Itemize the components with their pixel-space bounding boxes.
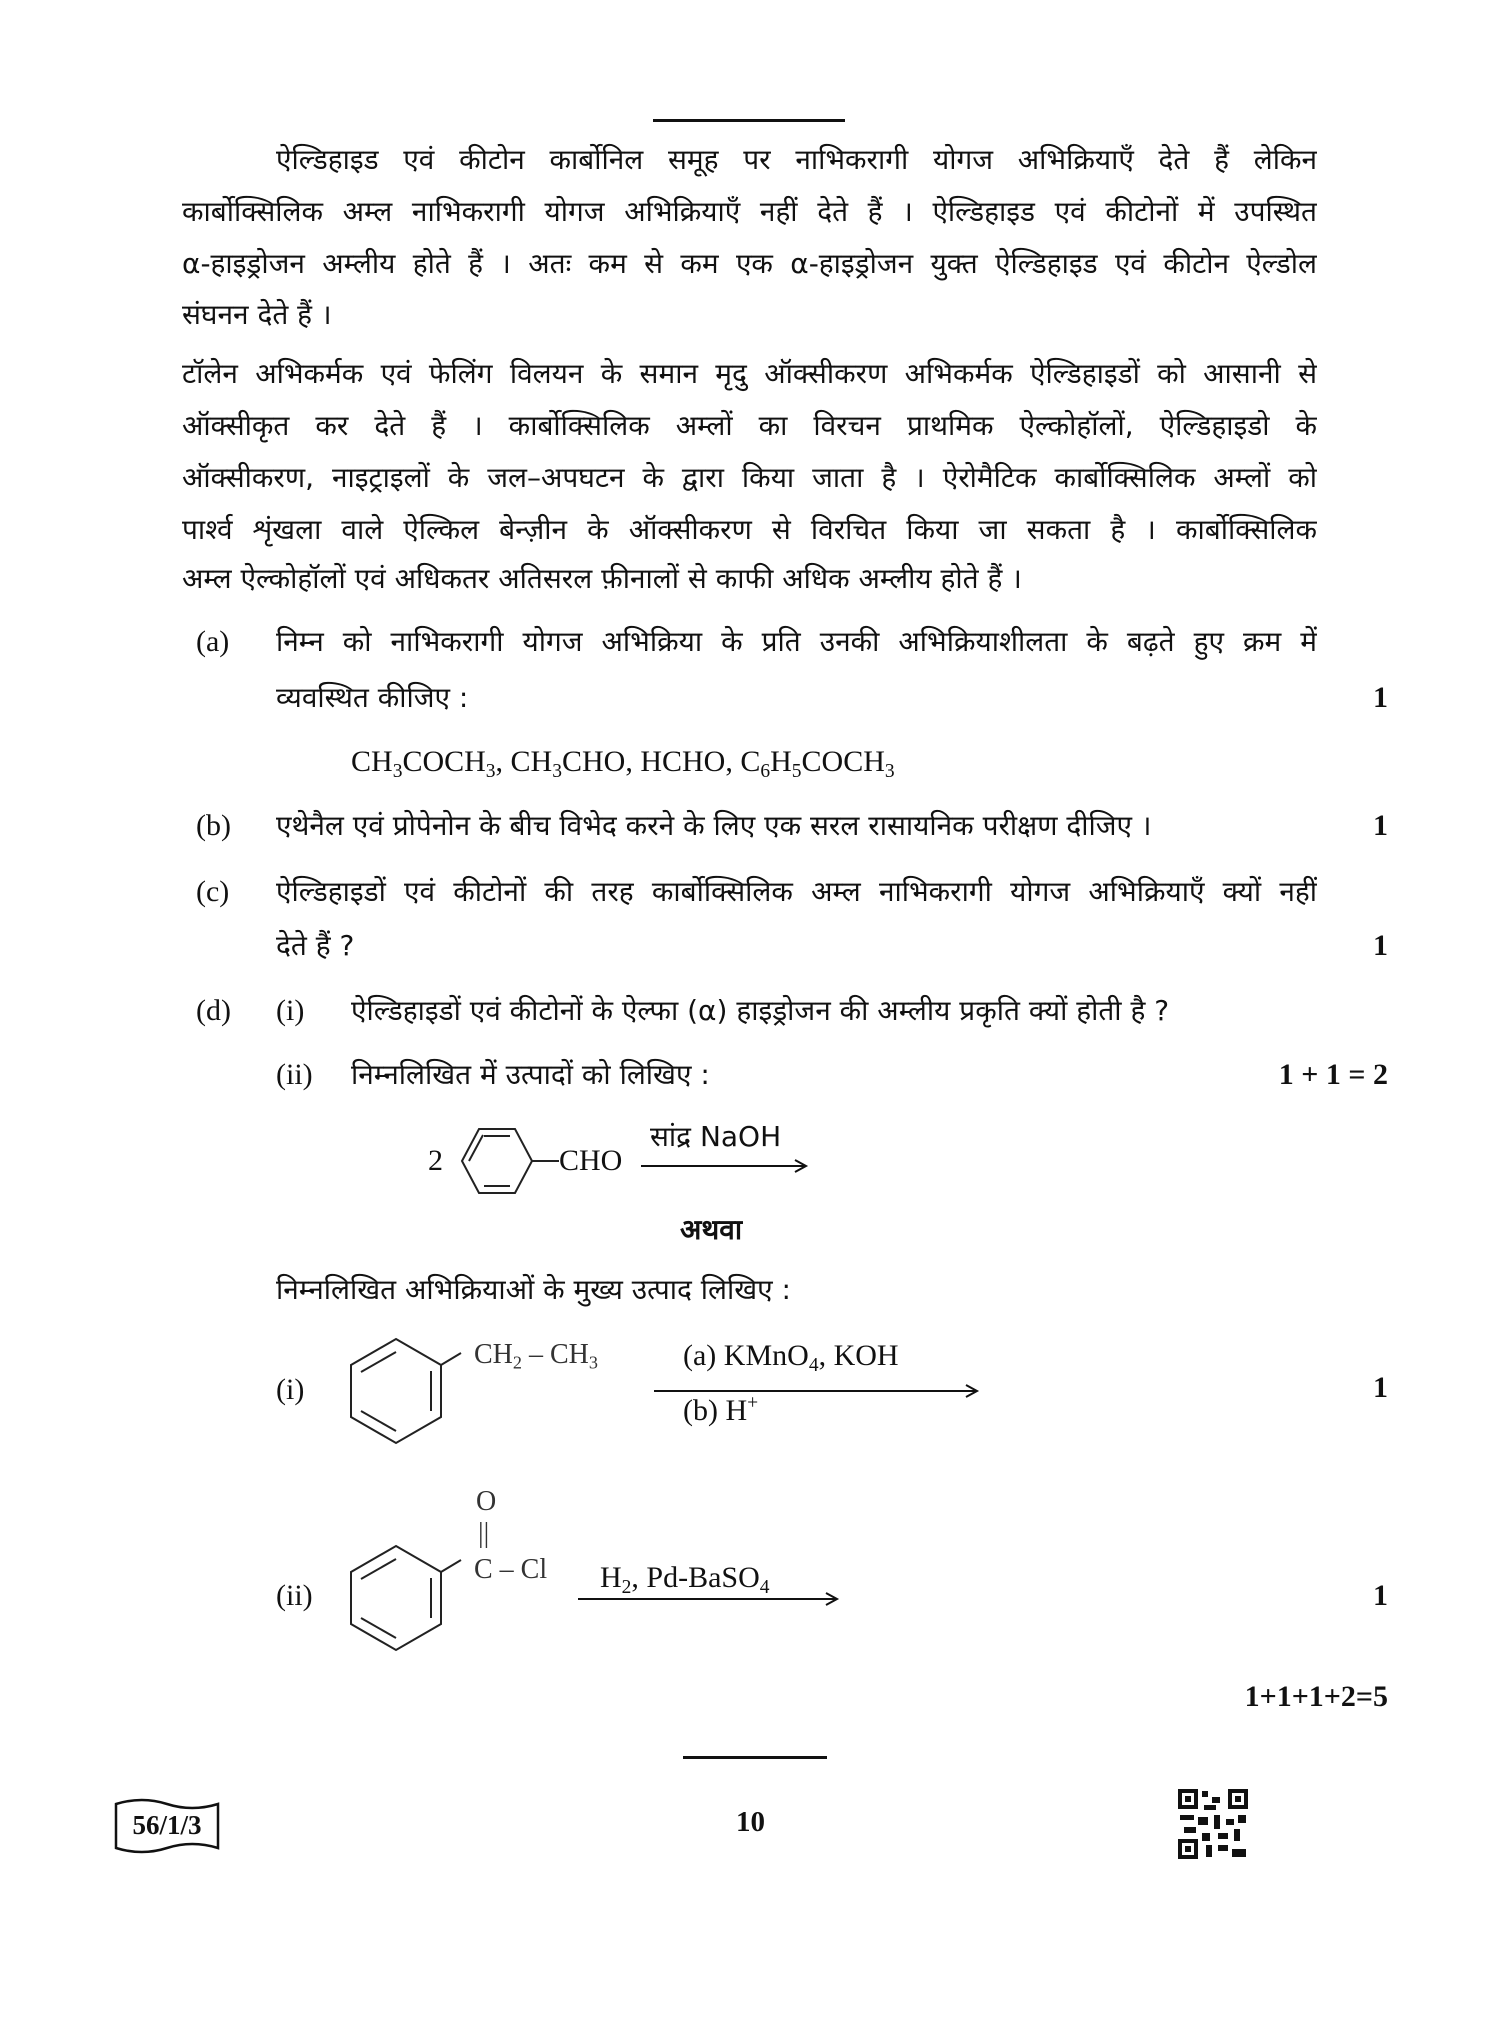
formula-sub: 3	[485, 760, 496, 782]
question-text: व्यवस्थित कीजिए :	[276, 681, 469, 714]
marks: 1	[1373, 681, 1388, 714]
formula-part: (a) KMnO	[683, 1339, 809, 1372]
alternative-intro: निम्नलिखित अभिक्रियाओं के मुख्य उत्पाद लिखिए :	[276, 1273, 791, 1306]
page-number: 10	[736, 1806, 765, 1838]
formula-sub: 2	[621, 1576, 632, 1598]
question-text: देते हैं ?	[276, 929, 355, 962]
reagent-label: सांद्र NaOH	[650, 1120, 782, 1153]
paper-code-badge	[114, 1796, 220, 1854]
formula-part: (b) H	[683, 1394, 748, 1427]
question-text: निम्न को नाभिकरागी योगज अभिक्रिया के प्रति उनकी अभिक्रियाशीलता के बढ़ते हुए क्रम में	[276, 625, 1317, 658]
para2-line: ऑक्सीकरण, नाइट्राइलों के जल–अपघटन के द्वारा किया जाता है । ऐरोमैटिक कार्बोक्सिलिक अम्लों को	[182, 461, 1317, 494]
formula-sub: 3	[392, 760, 403, 782]
formula-sub: 6	[760, 760, 771, 782]
para2-line: पार्श्व शृंखला वाले ऐल्किल बेन्ज़ीन के ऑक्सीकरण से विरचित किया जा सकता है । कार्बोक्सिलिक	[182, 513, 1317, 546]
formula-sub: 3	[884, 760, 895, 782]
formula-sub: 3	[552, 760, 562, 782]
formula-sub: 4	[759, 1576, 770, 1598]
reagent-b	[683, 1391, 758, 1431]
arrow-icon	[578, 1590, 844, 1608]
formula-part: , CH	[495, 745, 553, 778]
arrow-icon	[641, 1157, 811, 1175]
formula-sup: +	[747, 1392, 759, 1414]
reaction-label: (ii)	[276, 1579, 313, 1612]
total-marks: 1+1+1+2=5	[1244, 1680, 1388, 1713]
reaction-label: (i)	[276, 1373, 305, 1406]
question-label: (d)	[196, 994, 231, 1027]
para2-line: अम्ल ऐल्कोहॉलों एवं अधिकतर अतिसरल फ़ीनालों से काफी अधिक अम्लीय होते हैं ।	[182, 562, 1022, 595]
benzene-ring-icon	[455, 1123, 565, 1199]
subquestion-label: (i)	[276, 994, 305, 1027]
marks: 1	[1373, 1579, 1388, 1612]
double-bond: ||	[478, 1518, 490, 1549]
formula-sub: 5	[791, 760, 802, 782]
bottom-rule	[683, 1756, 827, 1759]
top-rule	[653, 119, 845, 122]
formula-sub: 2	[512, 1352, 522, 1373]
formula-part: CH	[351, 745, 393, 778]
compound-list	[351, 742, 895, 782]
formula-sub: 4	[808, 1354, 819, 1376]
formula-sub: 3	[588, 1352, 598, 1373]
reaction-coefficient: 2	[428, 1144, 443, 1177]
marks: 1	[1373, 1371, 1388, 1404]
or-label: अथवा	[680, 1213, 743, 1246]
question-label: (b)	[196, 809, 231, 842]
marks: 1	[1373, 809, 1388, 842]
para1-line: कार्बोक्सिलिक अम्ल नाभिकरागी योगज अभिक्रियाएँ नहीं देते हैं । ऐल्डिहाइड एवं कीटोनों में उपस्थित	[182, 195, 1317, 228]
formula-part: H	[600, 1561, 622, 1594]
ethyl-group	[474, 1338, 598, 1372]
marks: 1	[1373, 929, 1388, 962]
question-label: (c)	[196, 875, 230, 908]
aldehyde-group: CHO	[559, 1144, 623, 1177]
subquestion-label: (ii)	[276, 1058, 313, 1091]
subquestion-text: ऐल्डिहाइडों एवं कीटोनों के ऐल्फा (α) हाइड्रोजन की अम्लीय प्रकृति क्यों होती है ?	[351, 994, 1170, 1027]
question-text: ऐल्डिहाइडों एवं कीटोनों की तरह कार्बोक्सिलिक अम्ल नाभिकरागी योगज अभिक्रियाएँ क्यों नहीं	[276, 875, 1317, 908]
question-text: एथेनैल एवं प्रोपेनोन के बीच विभेद करने के लिए एक सरल रासायनिक परीक्षण दीजिए ।	[276, 809, 1152, 842]
question-label: (a)	[196, 625, 230, 658]
para1-line: α-हाइड्रोजन अम्लीय होते हैं । अतः कम से कम एक α-हाइड्रोजन युक्त ऐल्डिहाइड एवं कीटोन ऐल्डोल	[182, 247, 1317, 280]
benzene-ring-icon	[345, 1335, 475, 1450]
formula-part: CHO, HCHO, C	[561, 745, 761, 778]
formula-part: H	[770, 745, 792, 778]
formula-part: , Pd-BaSO	[631, 1561, 760, 1594]
formula-part: , KOH	[818, 1339, 899, 1372]
paper-code: 56/1/3	[132, 1810, 202, 1840]
para2-line: टॉलेन अभिकर्मक एवं फेलिंग विलयन के समान मृदु ऑक्सीकरण अभिकर्मक ऐल्डिहाइडों को आसानी से	[182, 357, 1317, 390]
formula-part: CH	[474, 1339, 513, 1370]
para1-line: संघनन देते हैं ।	[182, 298, 332, 331]
acyl-chloride-group: C – Cl	[474, 1554, 548, 1585]
formula-part: – CH	[522, 1339, 589, 1370]
formula-part: COCH	[402, 745, 486, 778]
formula-part: COCH	[801, 745, 885, 778]
qr-code-icon	[1178, 1789, 1248, 1859]
marks: 1 + 1 = 2	[1278, 1058, 1388, 1091]
para2-line: ऑक्सीकृत कर देते हैं । कार्बोक्सिलिक अम्लों का विरचन प्राथमिक ऐल्कोहॉलों, ऐल्डिहाइडो के	[182, 409, 1317, 442]
benzene-ring-icon	[345, 1542, 475, 1657]
carbonyl-oxygen: O	[476, 1486, 497, 1517]
reagent-a	[683, 1336, 899, 1376]
subquestion-text: निम्नलिखित में उत्पादों को लिखिए :	[351, 1058, 710, 1091]
para1-line: ऐल्डिहाइड एवं कीटोन कार्बोनिल समूह पर नाभिकरागी योगज अभिक्रियाएँ देते हैं लेकिन	[276, 143, 1317, 176]
